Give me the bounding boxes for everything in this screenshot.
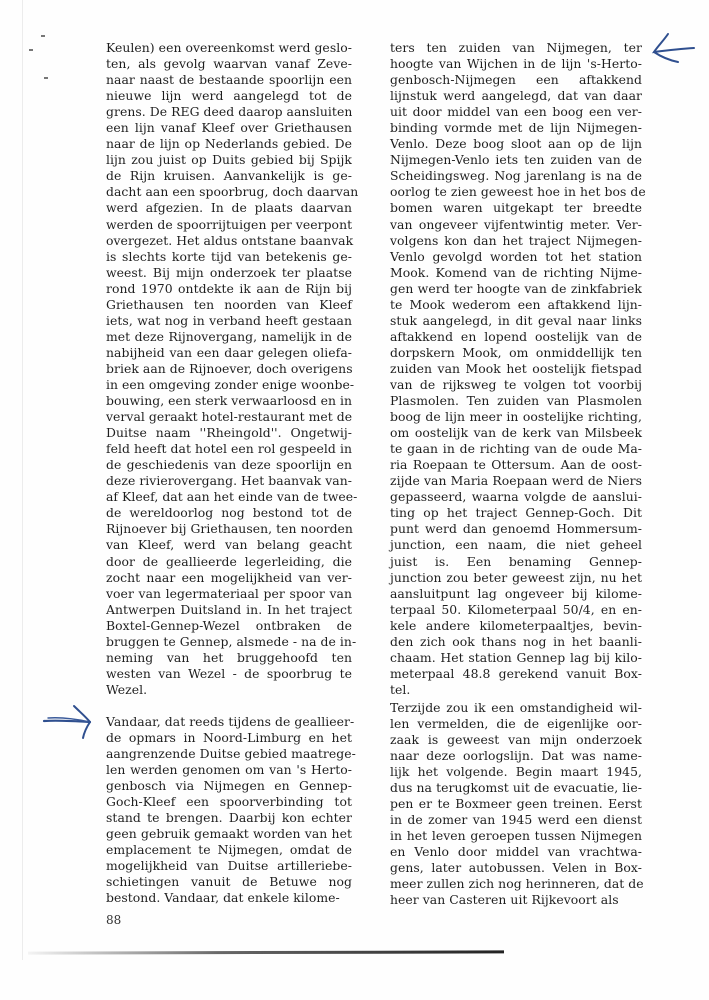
paragraph [106,40,359,698]
text-line: zaak is geweest van mijn onderzoek [390,732,642,748]
text-line: van de rijksweg te volgen tot voorbij [390,376,642,392]
handwritten-right-arrow-icon [40,700,96,740]
text-line: verval geraakt hotel-restaurant met de [106,409,353,425]
text-line: gens, later autobussen. Velen in Box- [390,860,642,876]
text-line: ting op het traject Gennep-Goch. Dit [390,505,642,521]
text-line: chaam. Het station Gennep lag bij kilo- [390,649,642,665]
text-line: bestond. Vandaar, dat enkele kilome- [106,890,340,906]
text-line: door de geallieerde legerleiding, die [106,553,352,569]
text-line: ria Roepaan te Ottersum. Aan de oost- [390,457,642,473]
text-line: aangrenzende Duitse gebied maatrege- [106,746,356,762]
text-line: weest. Bij mijn onderzoek ter plaatse [106,264,352,280]
text-line: lijk het volgende. Begin maart 1945, [390,764,642,780]
text-line: mogelijkheid van Duitse artilleriebe- [106,858,352,874]
text-line: Boxtel-Gennep-Wezel ontbraken de [106,617,352,633]
text-line: bruggen te Gennep, alsmede - na de in- [106,633,357,649]
text-line: de wereldoorlog nog bestond tot de [106,505,352,521]
right-text-column [390,40,646,909]
paragraph [106,713,356,907]
text-line: aansluitpunt lag ongeveer bij kilome- [390,585,642,601]
text-line: werden de spoorrijtuigen per veerpont [106,216,353,232]
left-text-column [106,40,359,906]
text-line: rond 1970 ontdekte ik aan de Rijn bij [106,280,352,296]
text-line: oorlog te zien geweest hoe in het bos de [390,184,646,200]
text-line: ters ten zuiden van Nijmegen, ter [390,40,642,55]
text-line: nieuwe lijn werd aangelegd tot de [106,88,352,104]
text-line: van ongeveer vijfentwintig meter. Ver- [390,216,642,232]
page-edge-shadow [22,0,23,960]
text-line: dorpskern Mook, om onmiddellijk ten [390,344,642,360]
text-line: naar deze oorlogslijn. Dat was name- [390,748,642,764]
text-line: tel. [390,681,411,697]
text-line: aftakkend en lopend oostelijk van de [390,328,642,344]
text-line: terpaal 50. Kilometerpaal 50/4, en en- [390,601,642,617]
text-line: Mook. Komend van de richting Nijme- [390,264,642,280]
text-line: de geschiedenis van deze spoorlijn en [106,457,352,473]
text-line: nabijheid van een daar gelegen oliefa- [106,344,352,360]
text-line: iets, wat nog in verband heeft gestaan [106,312,352,328]
text-line: volgens kon dan het traject Nijmegen- [390,232,642,248]
text-line: bomen waren uitgekapt ter breedte [390,200,642,216]
text-line: len werden genomen om van 's Herto- [106,762,352,778]
text-line: Venlo gevolgd worden tot het station [390,248,642,264]
text-line: len vermelden, die de eigenlijke oor- [390,715,642,731]
text-line: lijn zou juist op Duits gebied bij Spijk [106,152,352,168]
text-line: Goch-Kleef een spoorverbinding tot [106,794,352,810]
text-line: Scheidingsweg. Nog jarenlang is na de [390,168,642,184]
text-line: junction, een naam, die niet geheel [390,537,642,553]
text-line: ten, als gevolg waarvan vanaf Zeve- [106,56,352,72]
paragraph-gap [106,698,352,714]
text-line: Terzijde zou ik een omstandigheid wil- [390,699,642,715]
text-line: kele andere kilometerpaaltjes, bevin- [390,617,642,633]
text-line: Keulen) een overeenkomst werd geslo- [106,40,352,55]
text-line: neming van het bruggehoofd ten [106,649,352,665]
text-line: naar de lijn op Nederlands gebied. De [106,136,352,152]
text-line: stand te brengen. Daarbij kon echter [106,810,352,826]
text-line: Plasmolen. Ten zuiden van Plasmolen [390,393,642,409]
text-line: deze rivierovergang. Het baanvak van- [106,473,352,489]
text-line: de opmars in Noord-Limburg en het [106,729,352,745]
text-line: werd afgezien. In de plaats daarvan [106,200,352,216]
handwritten-left-arrow-icon [648,30,700,70]
text-line: emplacement te Nijmegen, omdat de [106,842,352,858]
text-line: naar naast de bestaande spoorlijn een [106,72,352,88]
text-line: bouwing, een sterk verwaarloosd en in [106,393,353,409]
text-line: in het leven geroepen tussen Nijmegen [390,828,642,844]
text-line: af Kleef, dat aan het einde van de twee- [106,489,358,505]
text-line: dacht aan een spoorbrug, doch daarvan [106,184,359,200]
paragraph [390,700,642,909]
text-line: stuk aangelegd, in dit geval naar links [390,312,642,328]
text-line: overgezet. Het aldus ontstane baanvak [106,232,354,248]
page-number: 88 [106,913,122,927]
text-line: schietingen vanuit de Betuwe nog [106,874,352,890]
text-line: van Kleef, werd van belang geacht [106,537,352,553]
text-line: juist is. Een benaming Gennep- [390,553,642,569]
text-line: is slechts korte tijd van betekenis ge- [106,248,352,264]
text-line: feld heeft dat hotel een rol gespeeld in [106,441,352,457]
text-line: Vandaar, dat reeds tijdens de geallieer- [106,713,355,729]
text-line: om oostelijk van de kerk van Milsbeek [390,425,642,441]
text-line: genbosch via Nijmegen en Gennep- [106,778,352,794]
text-line: een lijn vanaf Kleef over Griethausen [106,120,352,136]
text-line: hoogte van Wijchen in de lijn 's-Herto- [390,56,642,72]
text-line: geen gebruik gemaakt worden van het [106,826,352,842]
text-line: pen er te Boxmeer geen treinen. Eerst [390,796,642,812]
text-line: zijde van Maria Roepaan werd de Niers [390,473,642,489]
text-line: zocht naar een mogelijkheid van ver- [106,569,352,585]
text-line: uit door middel van een boog een ver- [390,104,642,120]
text-line: junction zou beter geweest zijn, nu het [390,569,642,585]
text-line: briek aan de Rijnoever, doch overigens [106,360,353,376]
text-line: voer van legermateriaal per spoor van [106,585,352,601]
text-line: zuiden van Mook het oostelijk fietspad [390,360,642,376]
text-line: binding vormde met de lijn Nijmegen- [390,120,642,136]
text-line: dus na terugkomst uit de evacuatie, lie- [390,780,642,796]
text-line: in de zomer van 1945 werd een dienst [390,812,642,828]
text-line: en Venlo door middel van vrachtwa- [390,844,642,860]
text-line: te gaan in de richting van de oude Ma- [390,441,642,457]
text-line: grens. De REG deed daarop aansluiten [106,104,353,120]
text-line: den zich ook thans nog in het baanli- [390,633,642,649]
text-line: meer zullen zich nog herinneren, dat de [390,876,644,892]
text-line: Antwerpen Duitsland in. In het traject [106,601,352,617]
scan-speck [41,35,45,37]
text-line: Wezel. [106,681,148,697]
text-line: Venlo. Deze boog sloot aan op de lijn [390,136,642,152]
text-line: Griethausen ten noorden van Kleef [106,296,352,312]
scan-speck [44,77,48,79]
text-line: de Rijn kruisen. Aanvankelijk is ge- [106,168,352,184]
text-line: lijnstuk werd aangelegd, dat van daar [390,88,642,104]
text-line: genbosch-Nijmegen een aftakkend [390,72,642,88]
text-line: met deze Rijnovergang, namelijk in de [106,328,352,344]
text-line: gen werd ter hoogte van de zinkfabriek [390,280,642,296]
text-line: westen van Wezel - de spoorbrug te [106,665,352,681]
text-line: punt werd dan genoemd Hommersum- [390,521,642,537]
scan-speck [29,49,33,51]
text-line: heer van Casteren uit Rijkevoort als [390,892,619,908]
text-line: boog de lijn meer in oostelijke richting, [390,409,642,425]
text-line: Rijnoever bij Griethausen, ten noorden [106,521,353,537]
text-line: meterpaal 48.8 gerekend vanuit Box- [390,665,642,681]
bottom-rule [28,950,504,954]
text-line: in een omgeving zonder enige woonbe- [106,376,355,392]
paragraph [390,40,646,698]
text-line: te Mook wederom een aftakkend lijn- [390,296,642,312]
text-line: Duitse naam ''Rheingold''. Ongetwij- [106,425,352,441]
text-line: gepasseerd, waarna volgde de aanslui- [390,489,642,505]
text-line: Nijmegen-Venlo iets ten zuiden van de [390,152,642,168]
